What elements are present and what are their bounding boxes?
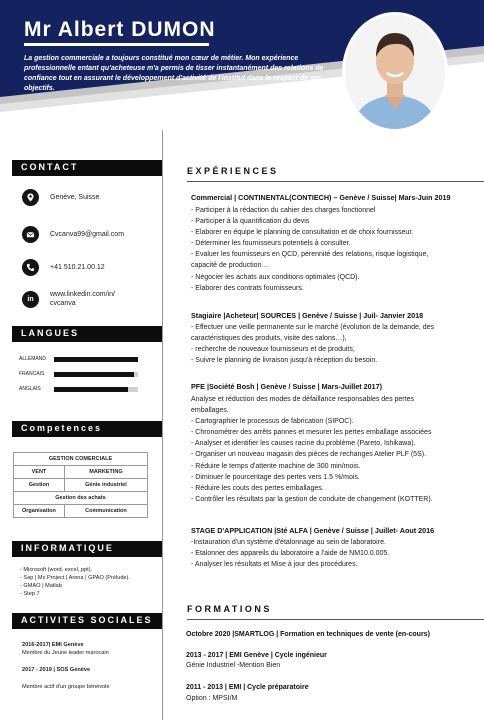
activity-head: 2016-2017| EMI Genève [22,642,84,648]
language-row [19,356,138,362]
informatique-list [20,566,130,598]
linkedin-icon: in [22,291,39,308]
job-line: emballages. [191,407,229,415]
contact-section-title: CONTACT [12,160,162,176]
list-item: - Sap | Ms Project | Arena | GPAO (Prélude). [20,575,130,581]
contact-phone[interactable] [22,259,105,276]
formation-sub: Option : MPSI/M [186,695,238,702]
language-row [19,386,138,392]
competence-cell: Gestion [14,479,65,492]
contact-location [22,189,99,206]
activity-sub: Membre du Jeune leader marocain [22,650,109,656]
language-label: ANGLAIS [19,386,41,392]
competence-cell: MARKETING [64,466,147,479]
language-level-fill [54,357,138,362]
job-line: - recherche de nouveaux fournisseurs et de produits, [191,346,355,354]
job-details [191,322,476,366]
competence-cell: Communication [64,505,147,518]
job-line: - Effectuer une veille permanente sur le marché (évolution de la demande, des [191,324,435,331]
language-level-bar [54,372,138,377]
contact-linkedin-text[interactable] [50,290,115,308]
column-divider [162,130,163,720]
activity-head: 2017 - 2019 | SOS Genève [22,667,91,673]
job-line: - Cartographier le processus de fabrication (SIPOC). [191,418,354,426]
job-line: - Réduire le temps d'attente machine de 300 min/mois. [191,462,361,470]
contact-email[interactable] [22,226,124,243]
activites-section-title: ACTIVITES SOCIALES [12,613,162,629]
job-title: STAGE D'APPLICATION |Sté ALFA | Genève / Suisse | Juillet- Aout 2016 [191,526,435,535]
language-label: ALLEMAND [19,356,46,362]
email-icon [22,226,39,243]
phone-icon [22,259,39,276]
formation-title: 2013 - 2017 | EMI Genève | Cycle ingénieur [186,652,327,659]
competence-cell: VENT [14,466,65,479]
formations-underline [187,619,484,620]
job-title: Stagiaire |Acheteur| SOURCES | Genève / Suisse | Juil- Janvier 2018 [191,311,424,320]
competence-cell: Gestion des achats [14,492,148,505]
job-details [191,537,476,570]
job-line: - Réduire les couts des pertes emballages. [191,484,324,492]
candidate-name: Mr Albert DUMON [24,18,216,41]
experiences-underline [187,181,484,182]
job-line: Analyse et réduction des modes de défaillance responsables des pertes [191,396,414,403]
job-line: - Négocier les achats aux conditions optimales (QCD). [191,273,360,281]
list-item: - GMAO | Matlab [20,583,62,589]
language-row [19,371,138,377]
language-level-fill [54,387,128,392]
language-level-bar [54,357,138,362]
competence-cell: Organisation [14,505,65,518]
activity-item [22,683,110,691]
job-line: - Contrôler les résultats par la gestion de conduite de changement (KOTTER). [191,495,433,503]
language-level-fill [54,372,134,377]
job-line: - Chronométrer des arrêts pannes et mesurer les pertes emballage associées [191,429,432,437]
language-label: FRANCAIS [19,371,45,377]
job-line: - Diminuer le pourcentage des pertes vers 1.5 %/mois. [191,473,360,481]
competence-cell: Génie industriel [64,479,147,492]
contact-email-text[interactable]: Cvcanva99@gmail.com [50,231,125,238]
job-line: - Elaborer des contrats fournisseurs. [191,284,304,292]
langues-section-title: LANGUES [12,326,162,342]
informatique-section-title: INFORMATIQUE [12,541,162,557]
list-item: - Microsoft (word, excel, ppt). [20,567,93,573]
contact-linkedin[interactable] [22,290,115,308]
formations-section-title: FORMATIONS [187,604,272,614]
contact-phone-text[interactable]: +41 510.21.00.12 [50,264,105,271]
job-line: - Analyser et identifier les causes racine du problème (Pareto, Ishikawa). [191,440,416,448]
job-details [191,205,476,294]
name-underline [24,43,209,46]
profile-photo [342,12,448,132]
activity-sub: Membre actif d'un groupe bénévole [22,684,110,690]
job-line: -Instauration d'un système d'étalonnage au sein de laboratoire. [191,539,386,546]
job-title: Commercial | CONTINENTAL(CONTIECH) – Genève / Suisse| Mars-Juin 2019 [191,193,451,202]
contact-location-text: Genève, Suisse [50,194,100,201]
job-title: PFE |Société Bosh | Genève / Suisse | Mars-Juillet 2017) [191,382,382,391]
location-icon [22,189,39,206]
formation-title: 2011 - 2013 | EMI | Cycle préparatoire [186,684,309,691]
job-line: capacité de production… [191,262,269,270]
activity-item [22,641,109,657]
formation-sub: Génie Industriel -Mention Bien [186,662,281,669]
job-line: - Evaluer les fournisseurs en QCD, pérennité des relations, risque logistique, [191,251,429,259]
competences-table [13,452,148,518]
experiences-section-title: EXPÉRIENCES [187,166,279,176]
linkedin-handle[interactable]: cvcanva [50,300,76,307]
intro-text: La gestion commerciale a toujours constitué mon cœur de métier. Mon expérience professionnelle entant qu'acheteuse m'a permis de tisser instantanément des relations de confiance tout en assurant le développement d'activité de l'institut dans le respect de ses objectifs. [24,55,324,92]
job-line: - Elaborer en équipe le planning de consultation et de choix fournisseur. [191,229,414,237]
job-line: - Participer à la rédaction du cahier des charges fonctionnel [191,207,376,214]
competence-header: GESTION COMERCIALE [14,453,148,466]
formation-title: Octobre 2020 |SMARTLOG | Formation en techniques de vente (en-cours) [186,631,430,638]
competences-section-title: Competences [12,421,162,437]
job-line: caractéristiques des produits, visite des salons…), [191,335,347,343]
list-item: - Step 7 [20,591,40,597]
job-line: - Suivre le planning de livraison jusqu'à réception du besoin. [191,357,378,365]
activity-item [22,666,90,674]
job-line: - Analyser les résultats et Mise à jour des procédures. [191,561,358,569]
job-details [191,394,476,505]
job-line: - Organiser un nouveau magasin des pièces de rechanges Atelier PLF (5S). [191,451,427,459]
job-line: - Déterminer les fournisseurs potentiels à consulter. [191,240,351,248]
linkedin-url[interactable]: www.linkedin.com/in/ [50,291,115,298]
language-level-bar [54,387,138,392]
job-line: - Participer à la quantification du devis [191,218,310,226]
job-line: - Etalonner des appareils du laboratoire a l'aide de NM10.0.005. [191,550,390,558]
